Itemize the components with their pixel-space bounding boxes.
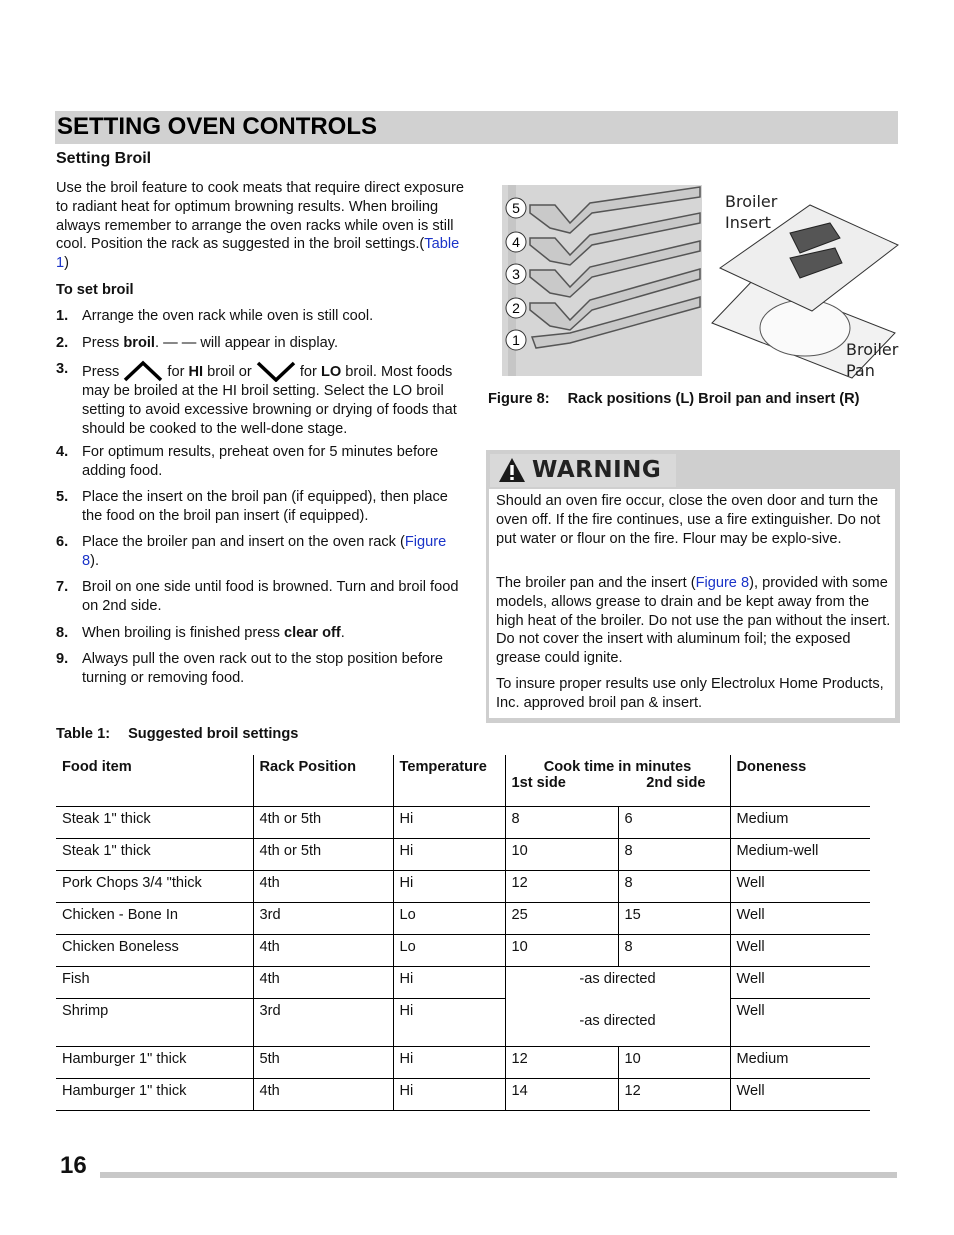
column-header-cook-time <box>505 755 730 807</box>
warning-paragraph: To insure proper results use only Electrolux Home Products, Inc. approved broil pan & insert. <box>496 676 884 711</box>
figure-caption <box>488 391 860 407</box>
step-1 <box>56 307 466 326</box>
table-cell: 15 <box>618 903 730 935</box>
step-text <box>82 624 466 643</box>
text: The broiler pan and the insert ( <box>496 575 696 591</box>
table-cell: 10 <box>505 839 618 871</box>
subsection-title: Setting Broil <box>56 150 152 167</box>
step-number: 5. <box>56 489 69 505</box>
table-cell: 3rd <box>253 999 393 1047</box>
page-number: 16 <box>60 1152 87 1179</box>
table-cell: Steak 1" thick <box>56 807 253 839</box>
broil-settings-table <box>56 755 870 1111</box>
table-cell: 14 <box>505 1078 618 1110</box>
step-5 <box>56 488 466 526</box>
subheader: 1st side <box>511 775 566 791</box>
step-text: Broil on one side until food is browned. Turn and broil food on 2nd side. <box>82 579 459 614</box>
warning-paragraph: Should an oven fire occur, close the oven door and turn the oven off. If the fire continues, use a fire extinguisher. Do not put water or flour on the fire. Flour may be explo-sive. <box>496 493 881 547</box>
step-text: For optimum results, preheat oven for 5 minutes before adding food. <box>82 444 439 479</box>
table-row <box>56 1078 870 1110</box>
column-header: Rack Position <box>253 755 393 807</box>
table-row <box>56 807 870 839</box>
figure-8-illustration <box>500 183 900 383</box>
broiler-pan-label: Broiler <box>846 340 899 359</box>
table-cell: -as directed <box>505 967 730 999</box>
broiler-pan-label: Pan <box>846 361 875 380</box>
column-header: Food item <box>56 755 253 807</box>
step-text: Arrange the oven rack while oven is still cool. <box>82 308 374 324</box>
step-number: 2. <box>56 335 69 351</box>
warning-triangle-icon <box>498 457 526 483</box>
column-header: Doneness <box>730 755 870 807</box>
table-cell: Medium <box>730 807 870 839</box>
step-4 <box>56 443 466 481</box>
table-cell: 4th <box>253 935 393 967</box>
text: for <box>295 364 321 380</box>
text: broil. Most foods may be broiled at the HI broil setting. Select the LO broil setting to avoid excessive browning or drying of foods that should be cooked to the well-done stage. <box>82 364 457 437</box>
table-cell: Shrimp <box>56 999 253 1047</box>
intro-end: ) <box>64 255 69 272</box>
rack-number: 3 <box>512 266 520 282</box>
table-cell: 4th or 5th <box>253 807 393 839</box>
table-cell: 5th <box>253 1046 393 1078</box>
text: ), provided with some models, allows grease to drain and be kept away from the high heat of the broiler. Do not use the pan without the insert. Do not cover the insert with aluminum foil; the exposed grease could ignite. <box>496 575 891 667</box>
table-cell: Hi <box>393 999 505 1047</box>
step-9 <box>56 650 466 688</box>
section-header <box>55 111 898 144</box>
text: ). <box>90 552 100 569</box>
rack-number: 1 <box>512 332 520 348</box>
footer-rule <box>100 1172 897 1178</box>
step-number: 6. <box>56 534 69 550</box>
table-cell: Medium <box>730 1046 870 1078</box>
table-row <box>56 967 870 999</box>
table-cell: Hi <box>393 1046 505 1078</box>
table-cell: Hamburger 1" thick <box>56 1046 253 1078</box>
table-cell: Hi <box>393 871 505 903</box>
table-cell: Well <box>730 871 870 903</box>
table-cell: Well <box>730 1078 870 1110</box>
text: Place the broiler pan and insert on the oven rack ( <box>82 534 405 550</box>
table-cell: Lo <box>393 935 505 967</box>
table-cell: Pork Chops 3/4 "thick <box>56 871 253 903</box>
table-cell: 8 <box>618 871 730 903</box>
step-7 <box>56 578 466 616</box>
step-number: 3. <box>56 361 69 377</box>
warning-paragraph <box>496 574 891 668</box>
step-number: 7. <box>56 579 69 595</box>
table-label <box>56 726 298 742</box>
step-text <box>82 533 466 571</box>
table-1-link[interactable]: Table 1 <box>56 236 460 272</box>
step-6 <box>56 533 466 571</box>
warning-box <box>486 450 900 723</box>
table-cell: 4th or 5th <box>253 839 393 871</box>
table-cell: Hi <box>393 807 505 839</box>
chevron-down-icon <box>256 360 296 382</box>
text: Press <box>82 364 124 380</box>
table-row <box>56 903 870 935</box>
rack-number: 4 <box>512 234 520 250</box>
table-cell: Well <box>730 967 870 999</box>
step-text: Always pull the oven rack out to the stop position before turning or removing food. <box>82 651 444 686</box>
table-number: Table 1: <box>56 726 111 742</box>
table-cell: Medium-well <box>730 839 870 871</box>
table-cell: 12 <box>505 1046 618 1078</box>
table-row <box>56 935 870 967</box>
table-cell: 4th <box>253 871 393 903</box>
cook-time-header: Cook time in minutes <box>543 759 692 775</box>
broiler-insert-label: Insert <box>725 213 771 232</box>
step-number: 8. <box>56 625 69 641</box>
table-row <box>56 999 870 1047</box>
step-2 <box>56 334 466 353</box>
table-cell: 25 <box>505 903 618 935</box>
step-8 <box>56 624 466 643</box>
table-header-row <box>56 755 870 807</box>
table-cell: Well <box>730 903 870 935</box>
text: broil or <box>203 364 256 380</box>
warning-body <box>489 489 895 718</box>
column-header: Temperature <box>393 755 505 807</box>
step-text <box>82 360 466 438</box>
figure-8-link[interactable]: Figure 8 <box>82 534 447 569</box>
text: Press <box>82 335 124 351</box>
text: LO <box>320 364 342 380</box>
step-3 <box>56 360 466 438</box>
table-cell: 10 <box>505 935 618 967</box>
table-cell: 4th <box>253 967 393 999</box>
rack-number: 2 <box>512 300 520 316</box>
table-cell: Well <box>730 935 870 967</box>
text: for <box>163 364 189 380</box>
table-cell: Chicken - Bone In <box>56 903 253 935</box>
figure-number: Figure 8: <box>488 391 550 407</box>
step-number: 1. <box>56 308 69 324</box>
page-title: SETTING OVEN CONTROLS <box>57 113 378 140</box>
table-cell: 8 <box>618 839 730 871</box>
text: . — — will appear in display. <box>154 335 339 351</box>
steps-title: To set broil <box>56 282 134 298</box>
table-cell: 12 <box>618 1078 730 1110</box>
figure-caption-text: Rack positions (L) Broil pan and insert (R) <box>567 391 860 407</box>
figure-8-link[interactable]: Figure 8 <box>695 575 750 591</box>
step-number: 4. <box>56 444 69 460</box>
table-cell: 8 <box>505 807 618 839</box>
table-cell: 12 <box>505 871 618 903</box>
rack-number: 5 <box>512 200 520 216</box>
text: HI <box>188 364 204 380</box>
step-text: Place the insert on the broil pan (if equipped), then place the food on the broil pan insert (if equipped). <box>82 489 448 524</box>
table-cell: 6 <box>618 807 730 839</box>
warning-header <box>490 454 676 487</box>
text: . <box>340 625 345 641</box>
table-cell: Hamburger 1" thick <box>56 1078 253 1110</box>
table-cell: 10 <box>618 1046 730 1078</box>
step-text <box>82 334 466 353</box>
table-cell: Chicken Boneless <box>56 935 253 967</box>
table-cell: -as directed <box>505 999 730 1047</box>
table-title: Suggested broil settings <box>128 726 299 742</box>
table-cell: Steak 1" thick <box>56 839 253 871</box>
warning-title: WARNING <box>532 457 662 483</box>
intro-paragraph <box>56 179 466 273</box>
text: When broiling is finished press <box>82 625 284 641</box>
table-cell: 8 <box>618 935 730 967</box>
broil-key-label: broil <box>123 335 155 351</box>
chevron-up-icon <box>123 360 163 382</box>
table-row <box>56 871 870 903</box>
table-cell: Lo <box>393 903 505 935</box>
table-cell: 4th <box>253 1078 393 1110</box>
table-cell: Well <box>730 999 870 1047</box>
subheader: 2nd side <box>646 775 706 791</box>
table-cell: Hi <box>393 967 505 999</box>
table-cell: Hi <box>393 1078 505 1110</box>
table-cell: Hi <box>393 839 505 871</box>
table-row <box>56 1046 870 1078</box>
step-number: 9. <box>56 651 69 667</box>
table-cell: 3rd <box>253 903 393 935</box>
broiler-insert-label: Broiler <box>725 192 778 211</box>
intro-text: Use the broil feature to cook meats that require direct exposure to radiant heat for optimum browning results. When broiling always remember to arrange the oven racks while oven is still cool. Position the rack as suggested in the broil settings.( <box>56 180 465 253</box>
clear-off-key-label: clear off <box>283 625 341 641</box>
table-row <box>56 839 870 871</box>
table-cell: Fish <box>56 967 253 999</box>
